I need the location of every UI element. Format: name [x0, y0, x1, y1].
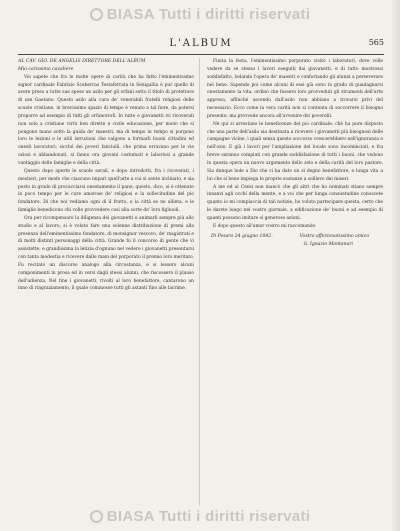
watermark-bottom: BIASA Tutti i diritti riservati	[0, 508, 400, 525]
letter-addressee: AL CAV. GIO. DE ANGELIS DIRETTORE DELL'ALBUM	[18, 59, 146, 64]
right-column	[207, 58, 383, 506]
watermark-top: BIASA Tutti i diritti riservati	[0, 6, 400, 23]
body-paragraph: Voi sapete che fra le molte opere di carità che ha fatto l'eminentissimo signor cardinale Fabrizio Sceberras Testaferrata in Senigallia è pur quello di avere preso a tutte sue spese un asilo per gli orfani sotto il titolo di protettore di san Gaetano. Questo asilo alla cura de' venerabili fratelli religiosi delle scuole cristiane, in brevissimo spazio di tempo è venuto a tal fiore, da potersi proporre ad esempio di tutti gli orfanotrofi. In tutte e giovanetti ivi ricoverati non solo a cristiane virtù ben dirette e civile educazione, per modo che si pongono mano sotto la guida de' maestri, ma di tempo in tempo si porgono loro le lezioni e le utili istruzioni che valgono a formarli buoni cittadini ed onesti lavoratori; sicché dei poveri fanciulli, che prima erravano per le vie oziosi e abbandonati, si fanno ora giovani costumati e laboriosi a grande vantaggio delle famiglie e della città.	[18, 74, 194, 166]
letter-salutation: Mio carissimo cavaliere	[18, 66, 74, 72]
page-number: 565	[368, 38, 384, 47]
body-paragraph: Ora per ricompensare la diligenza dei giovanetti e animarli sempre più allo studio e al lavoro, si è voluto fare una solenne distribuzione di premi alla presenza dell'eminentissimo fondatore, di monsignor vescovo, de' magistrati e di molti distinti personaggi della città. Grande fu il concorso di gente che vi assistette, e grandissima la letizia d'ognuno nel vedere i giovanetti presentarsi con tanta modestia e ricevere dalle mani del porporato il premio loro meritato. Fu recitato un discorso analogo alla circostanza, e si lessero alcuni componimenti in prosa ed in versi dagli stessi alunni, che riscossero il plauso dell'udienza. Nel fine i giovanetti, rivolti al loro benefattore, cantarono un inno di ringraziamento, il quale commosse tutti gli astanti fino alle lacrime.	[18, 215, 194, 292]
biasa-logo-icon	[90, 510, 103, 523]
body-paragraph: A me ed ai Censi non mancò che gli altri che ho nominati stiano sempre innanzi agli occhi della mente, e a voi che per lunga consuetudine conoscete quanto io mi compiaccia di tali notizie, ho voluto partecipare questa, certo che le darete luogo nel vostro giornale, a edificazione de' buoni e ad esempio di quanti possono imitare sì generose azioni.	[207, 184, 383, 221]
page-header	[18, 38, 384, 52]
body-paragraph: Questo dopo aperte le scuole serali, e dopo introdotti, fra i ricoverati, i mestieri, per modo che ciascuno impari quell'arte a cui si sente inclinato, e sia posto in grado di procacciarsi onestamente il pane; questo, dico, si è ottenuto in poco tempo per le cure amorose de' religiosi e la sollecitudine del pio fondatore. Di che noi vediamo ogni dì il frutto, e la città se ne allieta, e le famiglie benedicono chi volle provvedere così alla sorte de' loro figliuoli.	[18, 168, 194, 214]
closing-formula: Vostro affezionatissimo amico	[299, 233, 369, 239]
page-edge-shadow	[390, 0, 400, 531]
header-rule	[18, 54, 384, 55]
column-divider	[199, 58, 200, 506]
body-paragraph: Finita la festa, l'eminentissimo porporato visitò i laboratori, dove volle vedere da se stesso i lavori eseguiti dai giovanetti, e di tutto mostrossi soddisfatto, lodando l'opera de' maestri e confortando gli alunni a perseverare nel bene. Sapendo poi come alcuni di essi già sono in grado di guadagnarsi onestamente la vita, ordinò che fossero loro provveduti gli strumenti dell'arte appresa, affinché uscendo dall'asilo non abbiano a trovarsi privi del necessario. Ecco come la vera carità non si contenta di soccorrere il bisogno presente, ma provvede ancora all'avvenire dei poverelli.	[207, 59, 383, 119]
running-title: L'ALBUM	[169, 38, 233, 49]
signature-name: G. Ignazio Montanari	[303, 241, 353, 247]
letter-signoff	[207, 233, 383, 249]
biasa-logo-icon	[90, 8, 103, 21]
body-paragraph: E dopo questo all'amor vostro mi raccomando	[213, 223, 316, 229]
left-column	[18, 58, 194, 506]
signoff-row	[207, 233, 383, 241]
body-paragraph: Nè qui si arrestano le beneficenze del pio cardinale; chè ha pure disposto che una parte dell'asilo sia destinata a ricevere i giovanetti più bisognosi delle campagne vicine, i quali senza questo soccorso crescerebbero nell'ignoranza e nell'ozio. E già i lavori per l'ampliazione del locale sono incominciati, e fra breve saranno compiuti con grande soddisfazione di tutti i buoni, che vedono in questa opera un nuovo argomento dello zelo e della carità del loro pastore. Sia dunque lode a Dio che ci ha dato un sì degno benefattore, e lunga vita a lui che sì bene impiega le proprie sostanze a sollievo dei miseri.	[207, 121, 383, 182]
place-date: Di Pesaro 24 giugno 1842.	[211, 233, 273, 239]
